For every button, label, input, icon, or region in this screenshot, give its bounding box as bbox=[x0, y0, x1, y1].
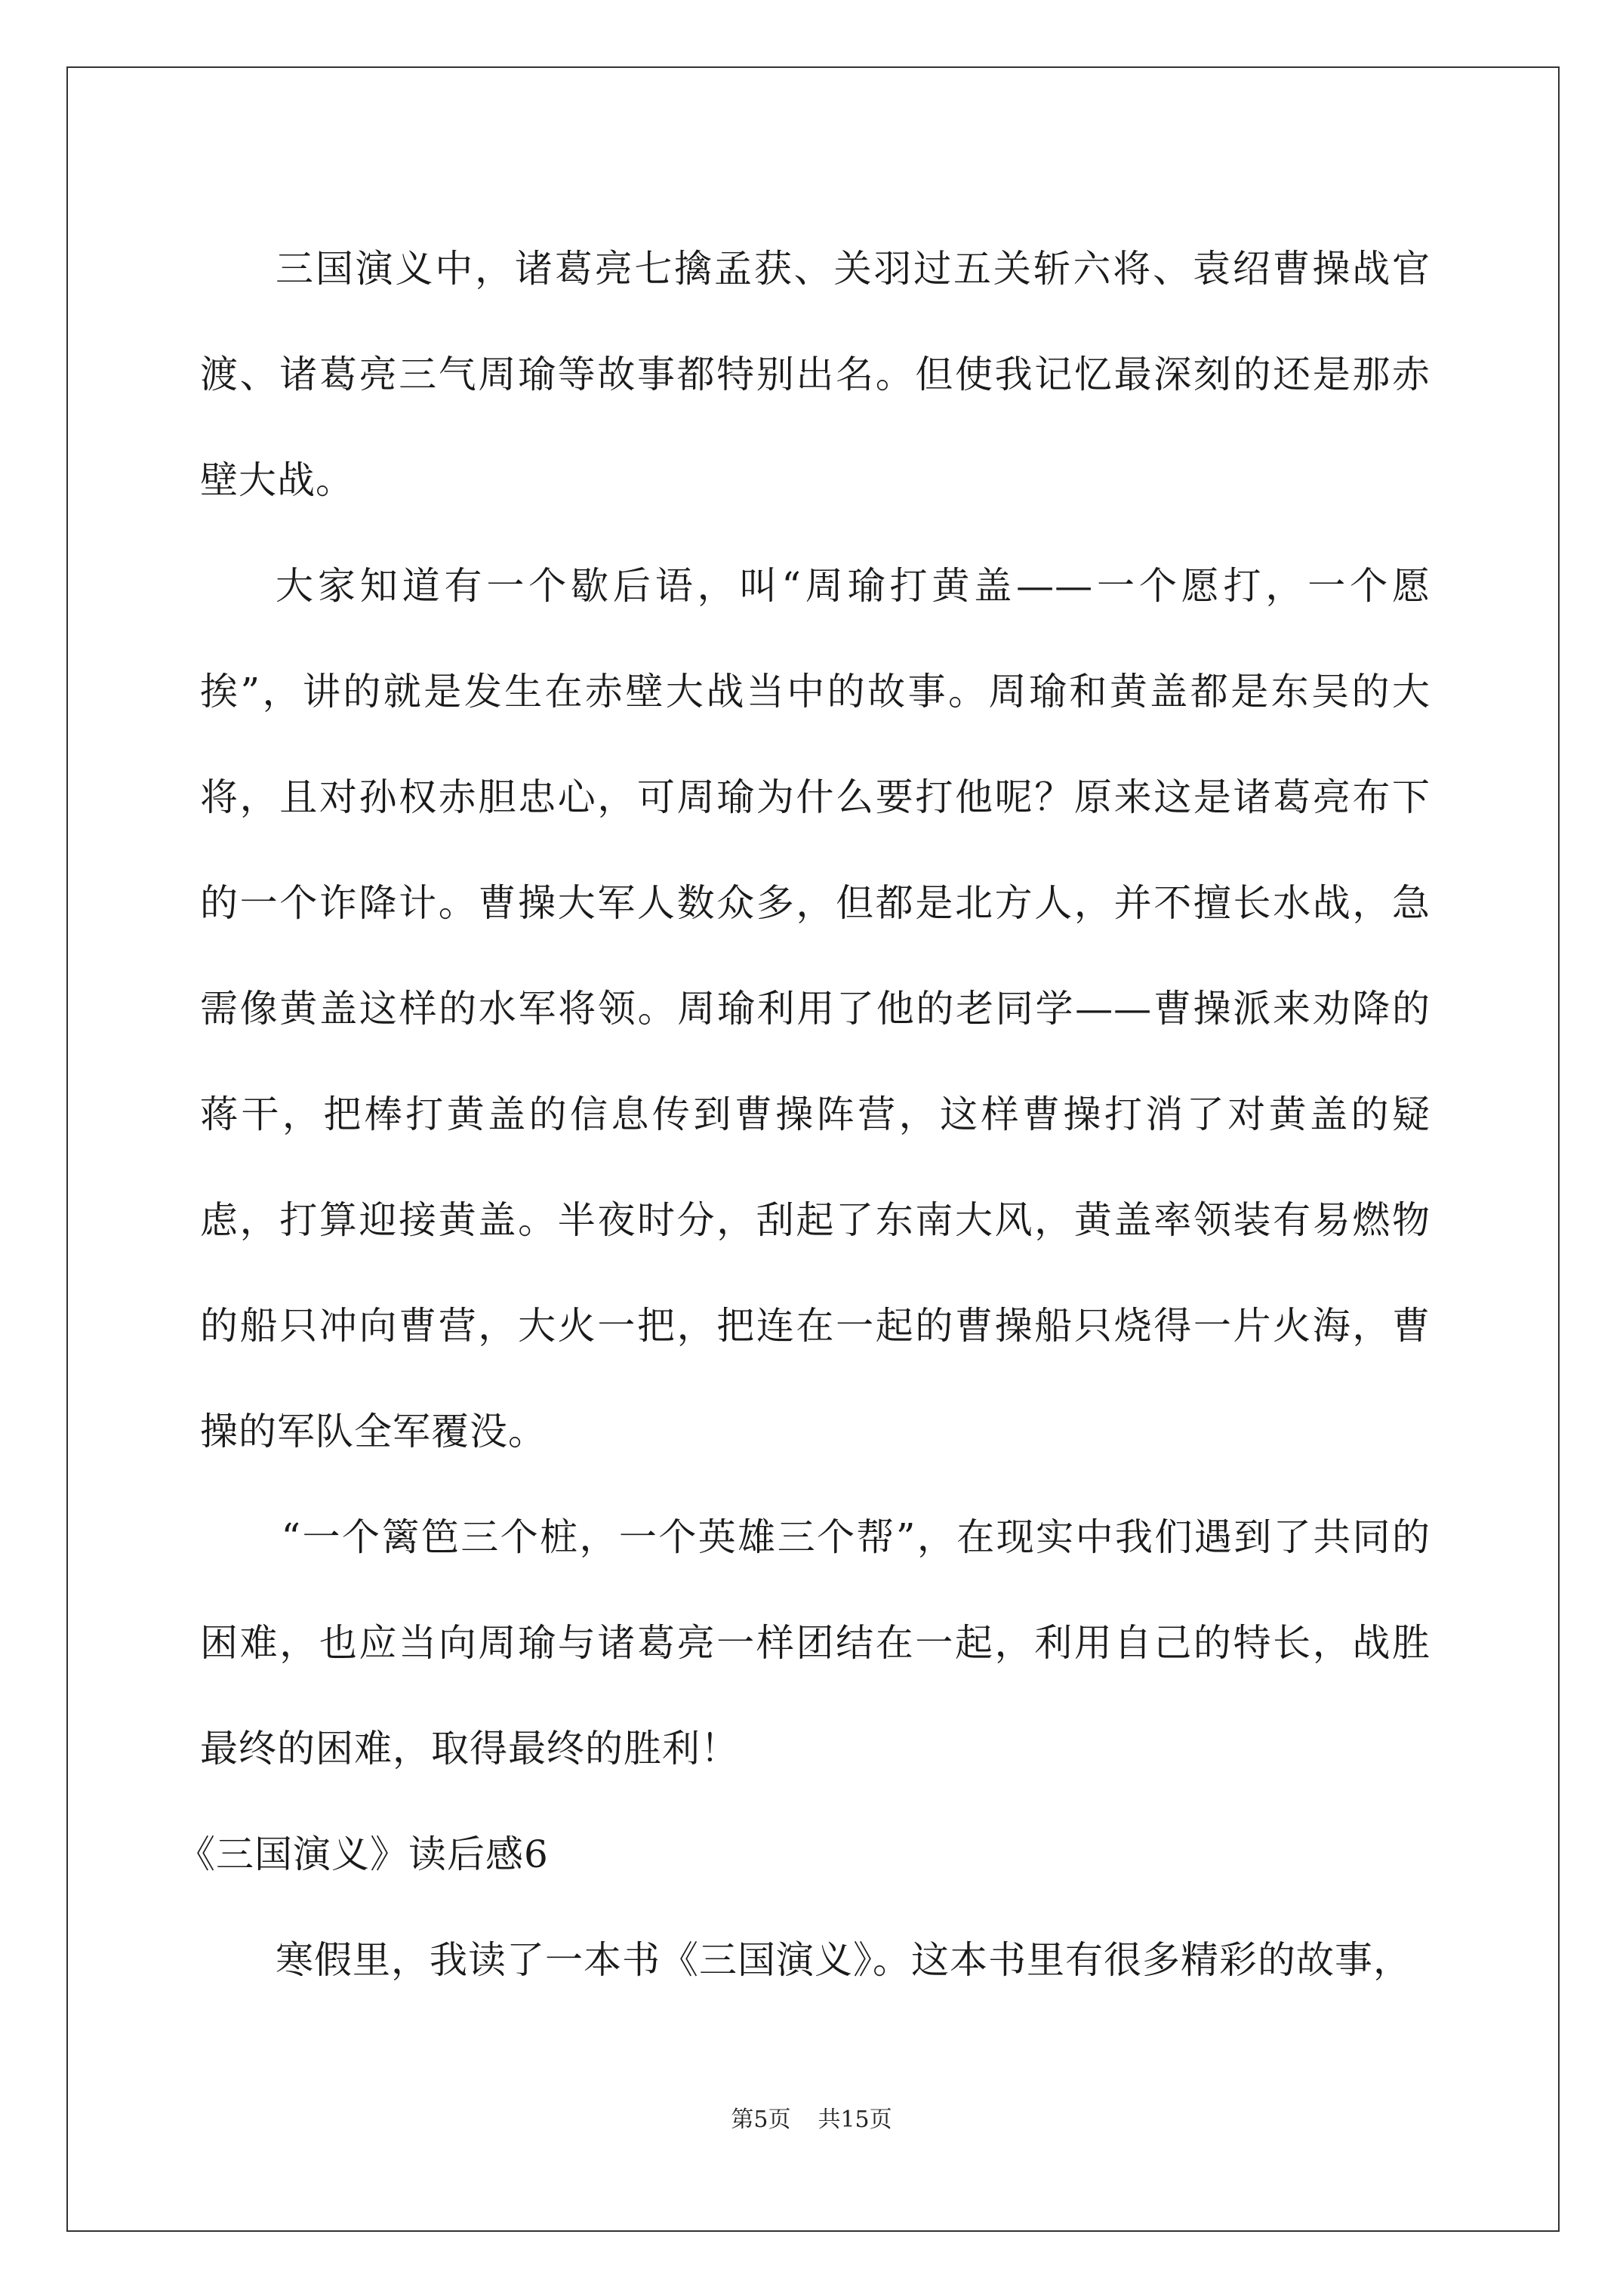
page-footer bbox=[0, 2105, 1623, 2135]
document-body bbox=[177, 216, 1431, 2013]
total-pages: 共15页 bbox=[818, 2106, 892, 2133]
page-number: 第5页 bbox=[731, 2106, 791, 2133]
paragraph-4: 寒假里，我读了一本书《三国演义》。这本书里有很多精彩的故事， bbox=[276, 1938, 1412, 1982]
section-heading: 《三国演义》读后感6 bbox=[177, 1832, 549, 1876]
paragraph-2: 大家知道有一个歇后语，叫“周瑜打黄盖——一个愿打，一个愿挨”，讲的就是发生在赤壁大战当中的故事。周瑜和黄盖都是东吴的大将，且对孙权赤胆忠心，可周瑜为什么要打他呢？原来这是诸葛亮布下的一个诈降计。曹操大军人数众多，但都是北方人，并不擅长水战，急需像黄盖这样的水军将领。周瑜利用了他的老同学——曹操派来劝降的蒋干，把棒打黄盖的信息传到曹操阵营，这样曹操打消了对黄盖的疑虑，打算迎接黄盖。半夜时分，刮起了东南大风，黄盖率领装有易燃物的船只冲向曹营，大火一把，把连在一起的曹操船只烧得一片火海，曹操的军队全军覆没。 bbox=[200, 564, 1431, 1453]
paragraph-3: “一个篱笆三个桩，一个英雄三个帮”，在现实中我们遇到了共同的困难，也应当向周瑜与诸葛亮一样团结在一起，利用自己的特长，战胜最终的困难，取得最终的胜利！ bbox=[200, 1515, 1431, 1771]
paragraph-1: 三国演义中，诸葛亮七擒孟获、关羽过五关斩六将、袁绍曹操战官渡、诸葛亮三气周瑜等故事都特别出名。但使我记忆最深刻的还是那赤壁大战。 bbox=[200, 247, 1431, 502]
